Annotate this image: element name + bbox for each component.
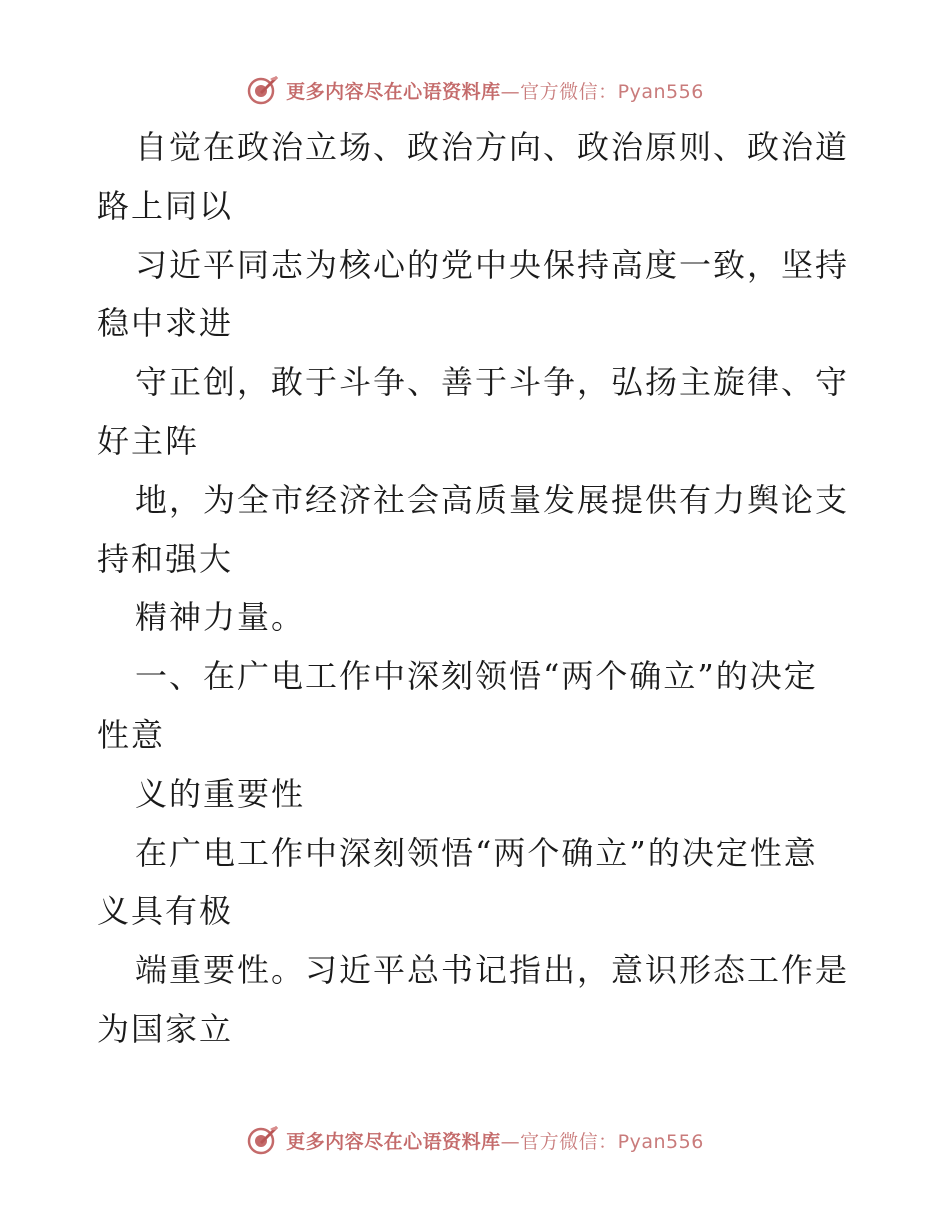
- section-heading-line: 性意: [97, 715, 166, 754]
- text-line: 守正创，敢于斗争、善于斗争，弘扬主旋律、守: [135, 363, 850, 402]
- footer-banner-text: [286, 1127, 704, 1154]
- text-line: 自觉在政治立场、政治方向、政治原则、政治道: [135, 128, 850, 166]
- feather-pen-icon: [246, 1123, 280, 1157]
- text-line: 为国家立: [97, 1009, 234, 1048]
- header-banner: [0, 70, 950, 110]
- text-line: 持和强大: [97, 539, 234, 578]
- section-heading-line: 一、在广电工作中深刻领悟“两个确立”的决定: [135, 657, 818, 696]
- text-line: 习近平同志为核心的党中央保持高度一致，坚持: [135, 245, 850, 284]
- document-body: [97, 118, 857, 1059]
- header-banner-rest: —官方微信：Pyan556: [500, 80, 704, 103]
- text-line: 在广电工作中深刻领悟“两个确立”的决定性意: [135, 833, 818, 872]
- header-banner-main: 更多内容尽在心语资料库: [286, 80, 501, 103]
- text-line: 好主阵: [97, 421, 200, 460]
- text-line: 地，为全市经济社会高质量发展提供有力舆论支: [135, 480, 850, 519]
- text-line: 精神力量。: [135, 598, 306, 637]
- footer-banner-main: 更多内容尽在心语资料库: [286, 1130, 501, 1153]
- text-line: 端重要性。习近平总书记指出，意识形态工作是: [135, 951, 850, 990]
- section-heading-line: 义的重要性: [135, 774, 306, 813]
- footer-banner-rest: —官方微信：Pyan556: [500, 1130, 704, 1153]
- text-line: 义具有极: [97, 892, 234, 931]
- footer-banner: [0, 1120, 950, 1160]
- text-line: 路上同以: [97, 186, 234, 225]
- feather-pen-icon: [246, 73, 280, 107]
- text-line: 稳中求进: [97, 304, 234, 343]
- header-banner-text: [286, 77, 704, 104]
